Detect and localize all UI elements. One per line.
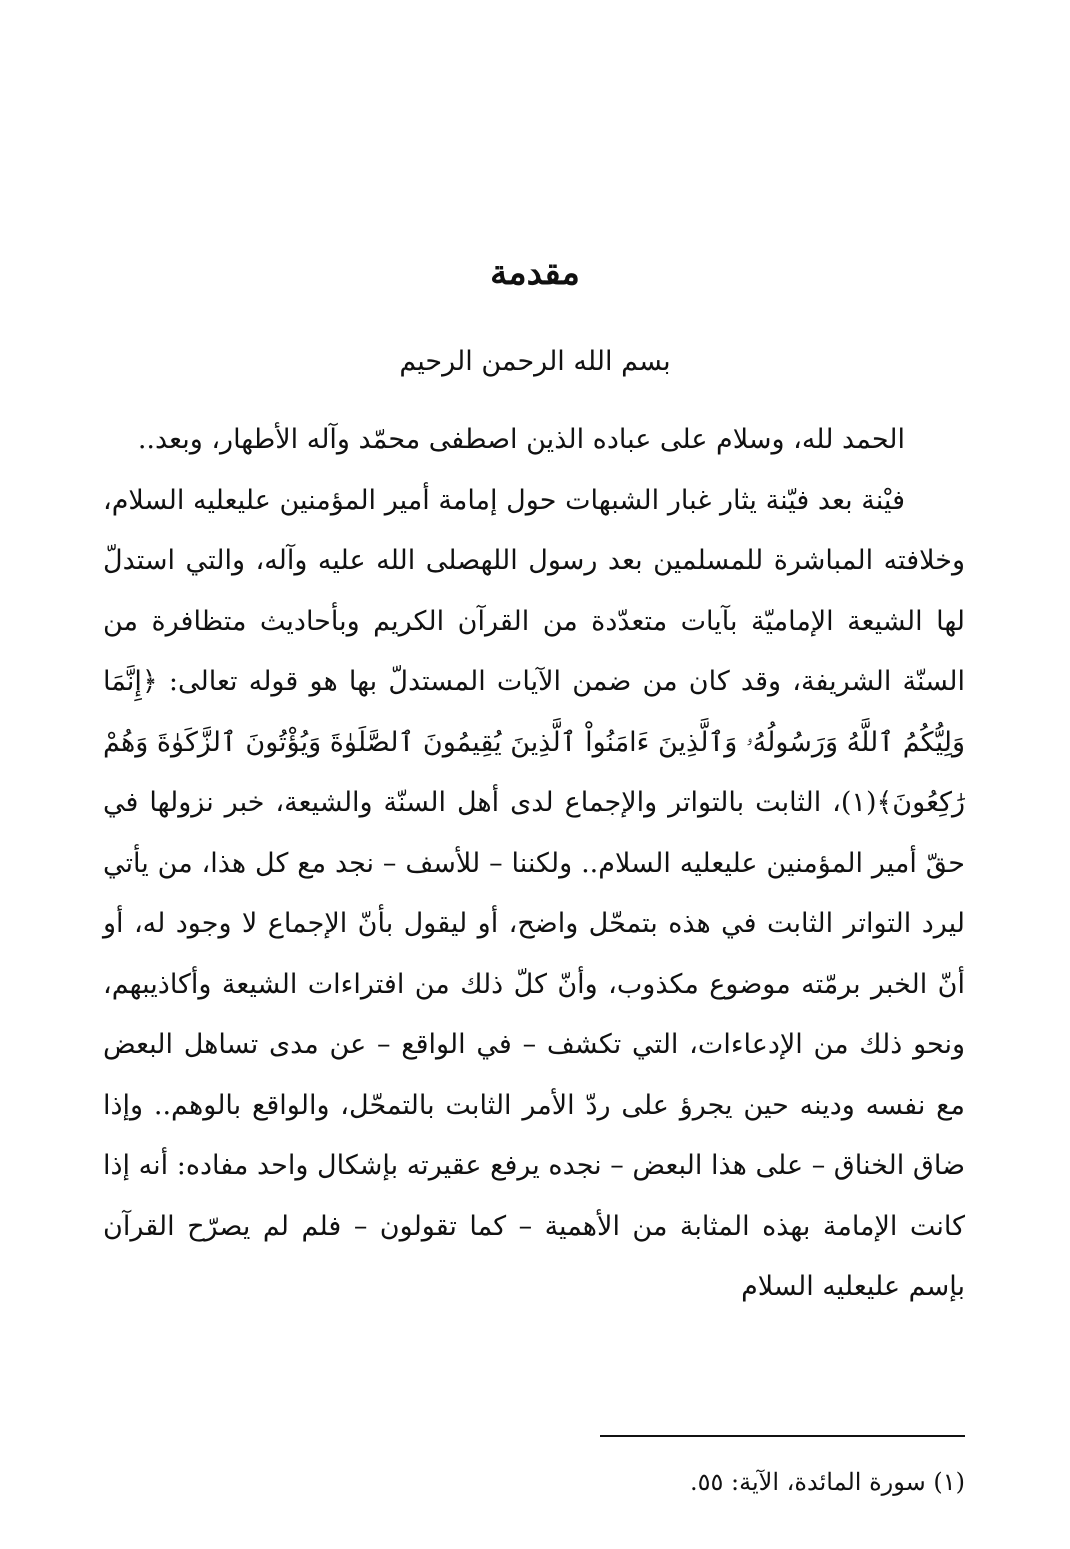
page-title: مقدمة [490, 253, 580, 293]
body-text [103, 410, 965, 1318]
footnote: (١) سورة المائدة، الآية: ٥٥. [690, 1468, 965, 1496]
footnote-divider [600, 1435, 965, 1437]
paragraph-main: فيْنة بعد فيّنة يثار غبار الشبهات حول إمامة أمير المؤمنين عليعليه السلام، وخلافته المباشرة للمسلمين بعد رسول اللهصلى الله عليه وآله، والتي استدلّ لها الشيعة الإماميّة بآيات متعدّدة من القرآن الكريم وبأحاديث متظافرة من السنّة الشريفة، وقد كان من ضمن الآيات المستدلّ بها هو قوله تعالى: ﴿إِنَّمَا وَلِيُّكُمُ ٱللَّهُ وَرَسُولُهُۥ وَٱلَّذِينَ ءَامَنُواْ ٱلَّذِينَ يُقِيمُونَ ٱلصَّلَوٰةَ وَيُؤْتُونَ ٱلزَّكَوٰةَ وَهُمْ رَٰكِعُونَ﴾(١)، الثابت بالتواتر والإجماع لدى أهل السنّة والشيعة، خبر نزولها في حقّ أمير المؤمنين عليعليه السلام.. ولكننا – للأسف – نجد مع كل هذا، من يأتي ليرد التواتر الثابت في هذه بتمحّل واضح، أو ليقول بأنّ الإجماع لا وجود له، أو أنّ الخبر برمّته موضوع مكذوب، وأنّ كلّ ذلك من افتراءات الشيعة وأكاذيبهم، ونحو ذلك من الإدعاءات، التي تكشف – في الواقع – عن مدى تساهل البعض مع نفسه ودينه حين يجرؤ على ردّ الأمر الثابت بالتمحّل، والواقع بالوهم.. وإذا ضاق الخناق – على هذا البعض – نجده يرفع عقيرته بإشكال واحد مفاده: أنه إذا كانت الإمامة بهذه المثابة من الأهمية – كما تقولون – فلم لم يصرّح القرآن بإسم عليعليه السلام [103, 484, 966, 1302]
paragraph-opening: الحمد لله، وسلام على عباده الذين اصطفى محمّد وآله الأطهار، وبعد.. [137, 424, 905, 455]
basmala: بسم الله الرحمن الرحيم [399, 346, 671, 377]
